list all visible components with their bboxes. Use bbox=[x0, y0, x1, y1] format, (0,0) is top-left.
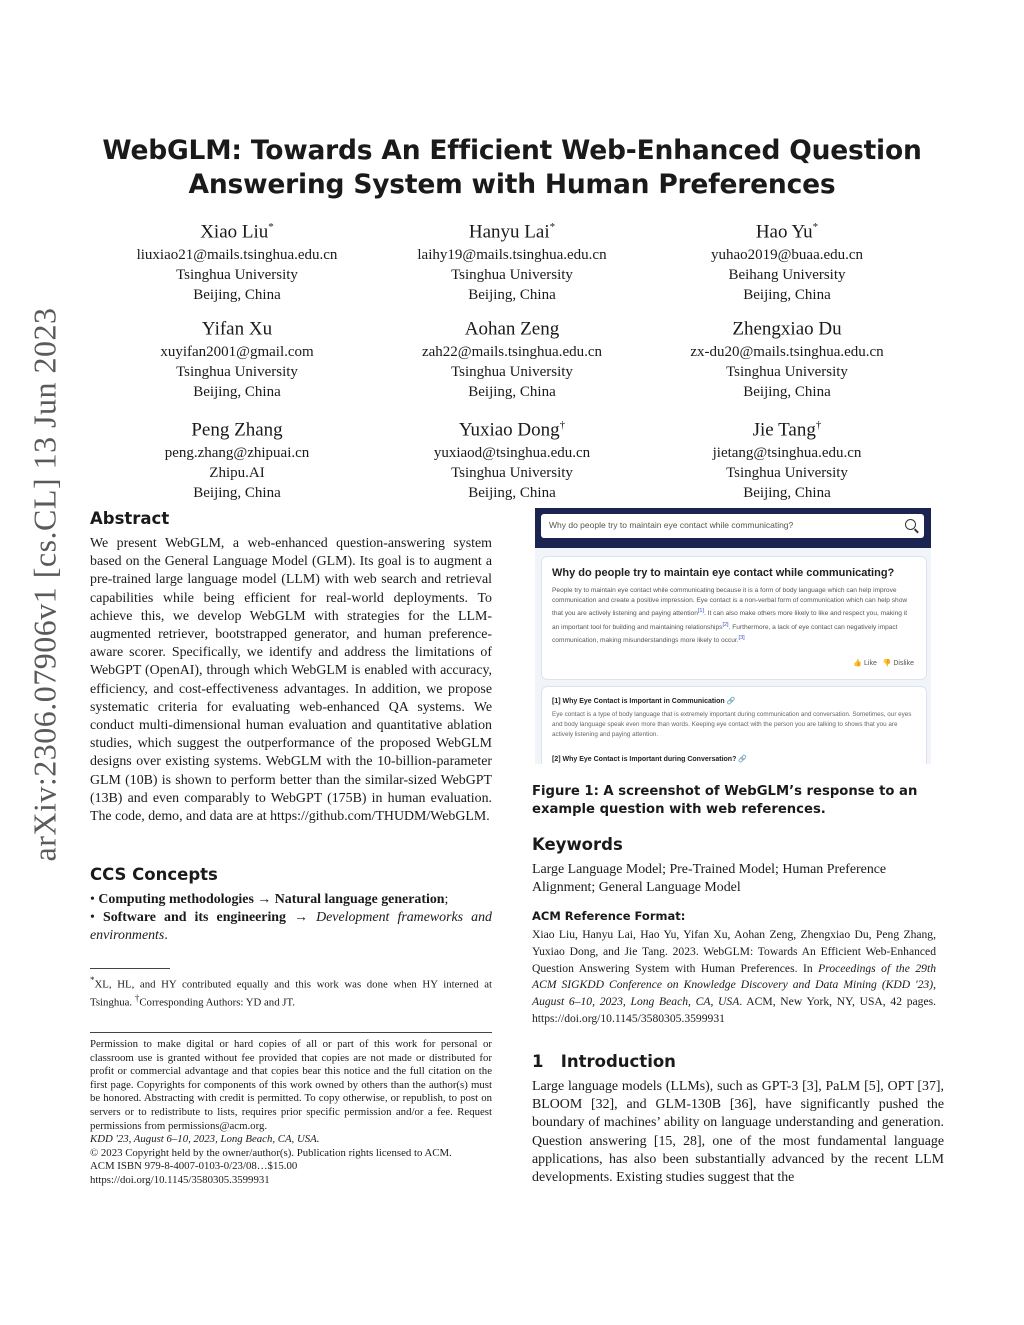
author-card bbox=[362, 412, 662, 503]
author-email: peng.zhang@zhipuai.cn bbox=[164, 445, 310, 462]
author-mark: * bbox=[268, 221, 274, 233]
abstract-text bbox=[90, 535, 492, 826]
author-email: laihy19@mails.tsinghua.edu.cn bbox=[417, 247, 607, 264]
ccs-item: • Software and its engineering → Development frameworks and environments. bbox=[90, 910, 492, 944]
permission-rule bbox=[90, 1032, 492, 1033]
author-mark: † bbox=[559, 419, 566, 431]
title-line-1: WebGLM: Towards An Efficient Web-Enhanced Question bbox=[102, 135, 922, 166]
author-email: zah22@mails.tsinghua.edu.cn bbox=[421, 344, 603, 361]
author-email: yuhao2019@buaa.edu.cn bbox=[710, 247, 864, 264]
paper-title bbox=[80, 134, 944, 202]
acm-ref-text: Xiao Liu, Hanyu Lai, Hao Yu, Yifan Xu, Aohan Zeng, Zhengxiao Du, Peng Zhang, Yuxiao Dong, and Jie Tang. 2023. WebGLM: Towards An Efficient Web-Enhanced Question Answering System with Human Preferences. In Proceedings of the 29th ACM SIGKDD Conference on Knowledge Discovery and Data Mining (KDD '23), August 6–10, 2023, Long Beach, CA, USA. ACM, New York, NY, USA, 42 pages. https://doi.org/10.1145/3580305.3599931 bbox=[532, 928, 937, 1025]
author-location: Beijing, China bbox=[743, 384, 831, 401]
author-location: Beijing, China bbox=[193, 287, 281, 304]
author-location: Beijing, China bbox=[468, 485, 556, 502]
author-name: Yuxiao Dong bbox=[458, 419, 560, 441]
section-title: Introduction bbox=[560, 1052, 676, 1071]
author-card bbox=[362, 311, 662, 402]
thumbs-down-icon: 👎 bbox=[882, 660, 892, 667]
figure-like-label: Like bbox=[864, 660, 877, 667]
acm-ref-venue: Proceedings of the 29th ACM SIGKDD Conference on Knowledge Discovery and Data Mining (KDD '23), August 6–10, 2023, Long Beach, CA, USA bbox=[532, 961, 936, 1009]
author-location: Beijing, China bbox=[193, 485, 281, 502]
conference-line: KDD '23, August 6–10, 2023, Long Beach, CA, USA. bbox=[90, 1133, 320, 1146]
permission-text: Permission to make digital or hard copies of all or part of this work for personal or classroom use is granted without fee provided that copies are not made or distributed for profit or commercial advantage and that copies bear this notice and the full citation on the first page. Copyrights for components of this work owned by others than the author(s) must be honored. Abstracting with credit is permitted. To copy otherwise, or republish, to post on servers or to redistribute to lists, requires prior specific permission and/or a fee. Request permissions from permissions@acm.org. bbox=[90, 1038, 492, 1132]
footnote-star: * bbox=[90, 975, 95, 985]
author-card bbox=[637, 412, 937, 503]
author-card bbox=[637, 311, 937, 402]
ccs-arrow: → bbox=[294, 910, 308, 926]
author-email: liuxiao21@mails.tsinghua.edu.cn bbox=[136, 247, 338, 264]
figure-answer: People try to maintain eye contact while communicating because it is a form of body language which can help improve communication and create a positive impression. Eye contact is a non-verbal form of communication which can help show that you are actively listening and paying attention[1]. It can also make others more likely to like and respect you, making it an important tool for building and maintaining relationships[2]. Furthermore, a lack of eye contact can negatively impact communication, making misunderstandings more likely to occur.[3] bbox=[552, 587, 908, 645]
permission-block bbox=[90, 1038, 492, 1188]
author-card bbox=[637, 214, 937, 305]
footnote-rule bbox=[90, 968, 170, 969]
author-name: Yifan Xu bbox=[201, 318, 273, 340]
author-name: Hao Yu bbox=[755, 221, 813, 243]
figure-screenshot bbox=[535, 508, 931, 764]
isbn-line: ACM ISBN 979-8-4007-0103-0/23/08…$15.00 bbox=[90, 1160, 298, 1173]
author-location: Beijing, China bbox=[193, 384, 281, 401]
figure-dislike-label: Dislike bbox=[893, 660, 914, 667]
figure-search-bar bbox=[541, 514, 924, 538]
search-icon bbox=[905, 519, 916, 530]
figure-answer-card bbox=[541, 556, 927, 680]
intro-heading bbox=[532, 1052, 676, 1071]
ccs-item: • Computing methodologies → Natural language generation; bbox=[90, 892, 449, 907]
author-affiliation: Tsinghua University bbox=[451, 465, 573, 482]
ccs-target: Development frameworks and environments bbox=[90, 910, 492, 944]
author-mark: † bbox=[815, 419, 822, 431]
arxiv-identifier: arXiv:2306.07906v1 [cs.CL] 13 Jun 2023 bbox=[26, 307, 63, 862]
keywords-text: Large Language Model; Pre-Trained Model; Human Preference Alignment; General Language Model bbox=[532, 862, 887, 896]
copyright-line: © 2023 Copyright held by the owner/author(s). Publication rights licensed to ACM. bbox=[90, 1146, 452, 1159]
figure-feedback bbox=[853, 659, 914, 667]
author-affiliation: Tsinghua University bbox=[176, 267, 298, 284]
author-mark: * bbox=[549, 221, 556, 233]
doi-link[interactable]: https://doi.org/10.1145/3580305.3599931 bbox=[90, 1173, 270, 1186]
footnote-dagger: † bbox=[134, 993, 140, 1004]
ccs-category: Software and its engineering bbox=[102, 910, 286, 926]
footnote bbox=[90, 974, 492, 1010]
author-email: zx-du20@mails.tsinghua.edu.cn bbox=[690, 344, 884, 361]
figure-question: Why do people try to maintain eye contact while communicating? bbox=[552, 567, 895, 579]
figure-references-card bbox=[541, 686, 927, 764]
ccs-heading: CCS Concepts bbox=[90, 865, 218, 884]
figure-caption: Figure 1: A screenshot of WebGLM’s response to an example question with web references. bbox=[532, 784, 918, 817]
footnote-text-1: XL, HL, and HY contributed equally and this work was done when HY interned at Tsinghua. bbox=[90, 978, 492, 1009]
figure-header bbox=[535, 508, 931, 548]
author-card bbox=[87, 214, 387, 305]
author-affiliation: Tsinghua University bbox=[176, 364, 298, 381]
author-affiliation: Tsinghua University bbox=[451, 364, 573, 381]
ccs-arrow: → bbox=[257, 892, 272, 907]
author-name: Xiao Liu bbox=[200, 221, 269, 243]
author-name: Peng Zhang bbox=[191, 419, 283, 441]
author-email: jietang@tsinghua.edu.cn bbox=[712, 445, 862, 462]
author-block bbox=[87, 214, 937, 504]
author-affiliation: Tsinghua University bbox=[726, 364, 848, 381]
author-location: Beijing, China bbox=[468, 384, 556, 401]
author-affiliation: Tsinghua University bbox=[726, 465, 848, 482]
figure-ref-mark: [2] bbox=[722, 621, 729, 628]
figure-search-text: Why do people try to maintain eye contact while communicating? bbox=[549, 520, 794, 530]
figure-ref-title: [1] Why Eye Contact is Important in Communication 🔗 bbox=[552, 698, 736, 705]
abstract-body: We present WebGLM, a web-enhanced question-answering system based on the General Language Model (GLM). Its goal is to augment a pre-trained large language model (LLM) with web search and retrieval capabilities while being efficient for real-world deployments. To achieve this, we develop WebGLM with strategies for the LLM-augmented retriever, bootstrapped generator, and human preference-aware scorer. Specifically, we identify and address the limitations of WebGPT (OpenAI), through which WebGLM is enabled with accuracy, efficiency, and cost-effectiveness advantages. In addition, we propose systematic criteria for evaluating web-enhanced QA systems. We conduct multi-dimensional human evaluation and quantitative ablation studies, which suggest the outperformance of the proposed WebGLM designs over existing systems. WebGLM with the 10-billion-parameter GLM (10B) is shown to perform better than the similar-sized WebGPT (13B) and even comparably to WebGPT (175B) in human evaluation. The code, demo, and data are at https://github.com/THUDM/WebGLM. bbox=[90, 536, 492, 825]
author-email: yuxiaod@tsinghua.edu.cn bbox=[433, 445, 591, 462]
author-email: xuyifan2001@gmail.com bbox=[160, 344, 314, 361]
abstract-heading: Abstract bbox=[90, 509, 170, 528]
ccs-target: Natural language generation bbox=[274, 892, 445, 907]
author-location: Beijing, China bbox=[743, 485, 831, 502]
footnote-text-2: Corresponding Authors: YD and JT. bbox=[139, 996, 295, 1009]
link-icon: 🔗 bbox=[726, 698, 736, 705]
figure-ref-body: Eye contact is a type of body language that is extremely important during communication and conversation. Sometimes, our eyes and body language speak even more than words. Keeping eye contact with the person you are talking to shows that you are actively listening and paying attention. bbox=[552, 711, 912, 738]
figure-ref-mark: [3] bbox=[738, 635, 745, 642]
author-mark: * bbox=[812, 221, 819, 233]
author-name: Zhengxiao Du bbox=[732, 318, 842, 340]
ccs-punct: ; bbox=[444, 892, 449, 907]
figure-ref-mark: [1] bbox=[697, 608, 705, 615]
thumbs-up-icon: 👍 bbox=[853, 660, 863, 667]
section-number: 1 bbox=[532, 1052, 544, 1071]
ccs-list bbox=[90, 891, 492, 946]
figure-ref-title: [2] Why Eye Contact is Important during Conversation? 🔗 bbox=[552, 756, 748, 763]
author-name: Hanyu Lai bbox=[468, 221, 550, 243]
author-name: Aohan Zeng bbox=[464, 318, 560, 340]
author-card bbox=[87, 311, 387, 402]
ccs-punct: . bbox=[164, 928, 168, 944]
link-icon: 🔗 bbox=[738, 756, 748, 763]
author-affiliation: Tsinghua University bbox=[451, 267, 573, 284]
acm-ref-heading: ACM Reference Format: bbox=[532, 909, 686, 923]
keywords-heading: Keywords bbox=[532, 835, 623, 854]
author-card bbox=[362, 214, 662, 305]
intro-text: Large language models (LLMs), such as GPT-3 [3], PaLM [5], OPT [37], BLOOM [32], and GLM-130B [36], have significantly pushed the boundary of machines’ ability on language understanding and generation. Question answering [15, 28], one of the most fundamental language applications, has also been substantially advanced by the recent LLM developments. Existing studies suggest that the bbox=[532, 1079, 944, 1186]
author-affiliation: Zhipu.AI bbox=[209, 465, 265, 482]
author-location: Beijing, China bbox=[743, 287, 831, 304]
author-card bbox=[87, 412, 387, 503]
title-line-2: Answering System with Human Preferences bbox=[188, 169, 836, 200]
author-location: Beijing, China bbox=[468, 287, 556, 304]
author-name: Jie Tang bbox=[752, 419, 816, 441]
author-affiliation: Beihang University bbox=[728, 267, 846, 284]
ccs-category: Computing methodologies bbox=[98, 892, 254, 907]
